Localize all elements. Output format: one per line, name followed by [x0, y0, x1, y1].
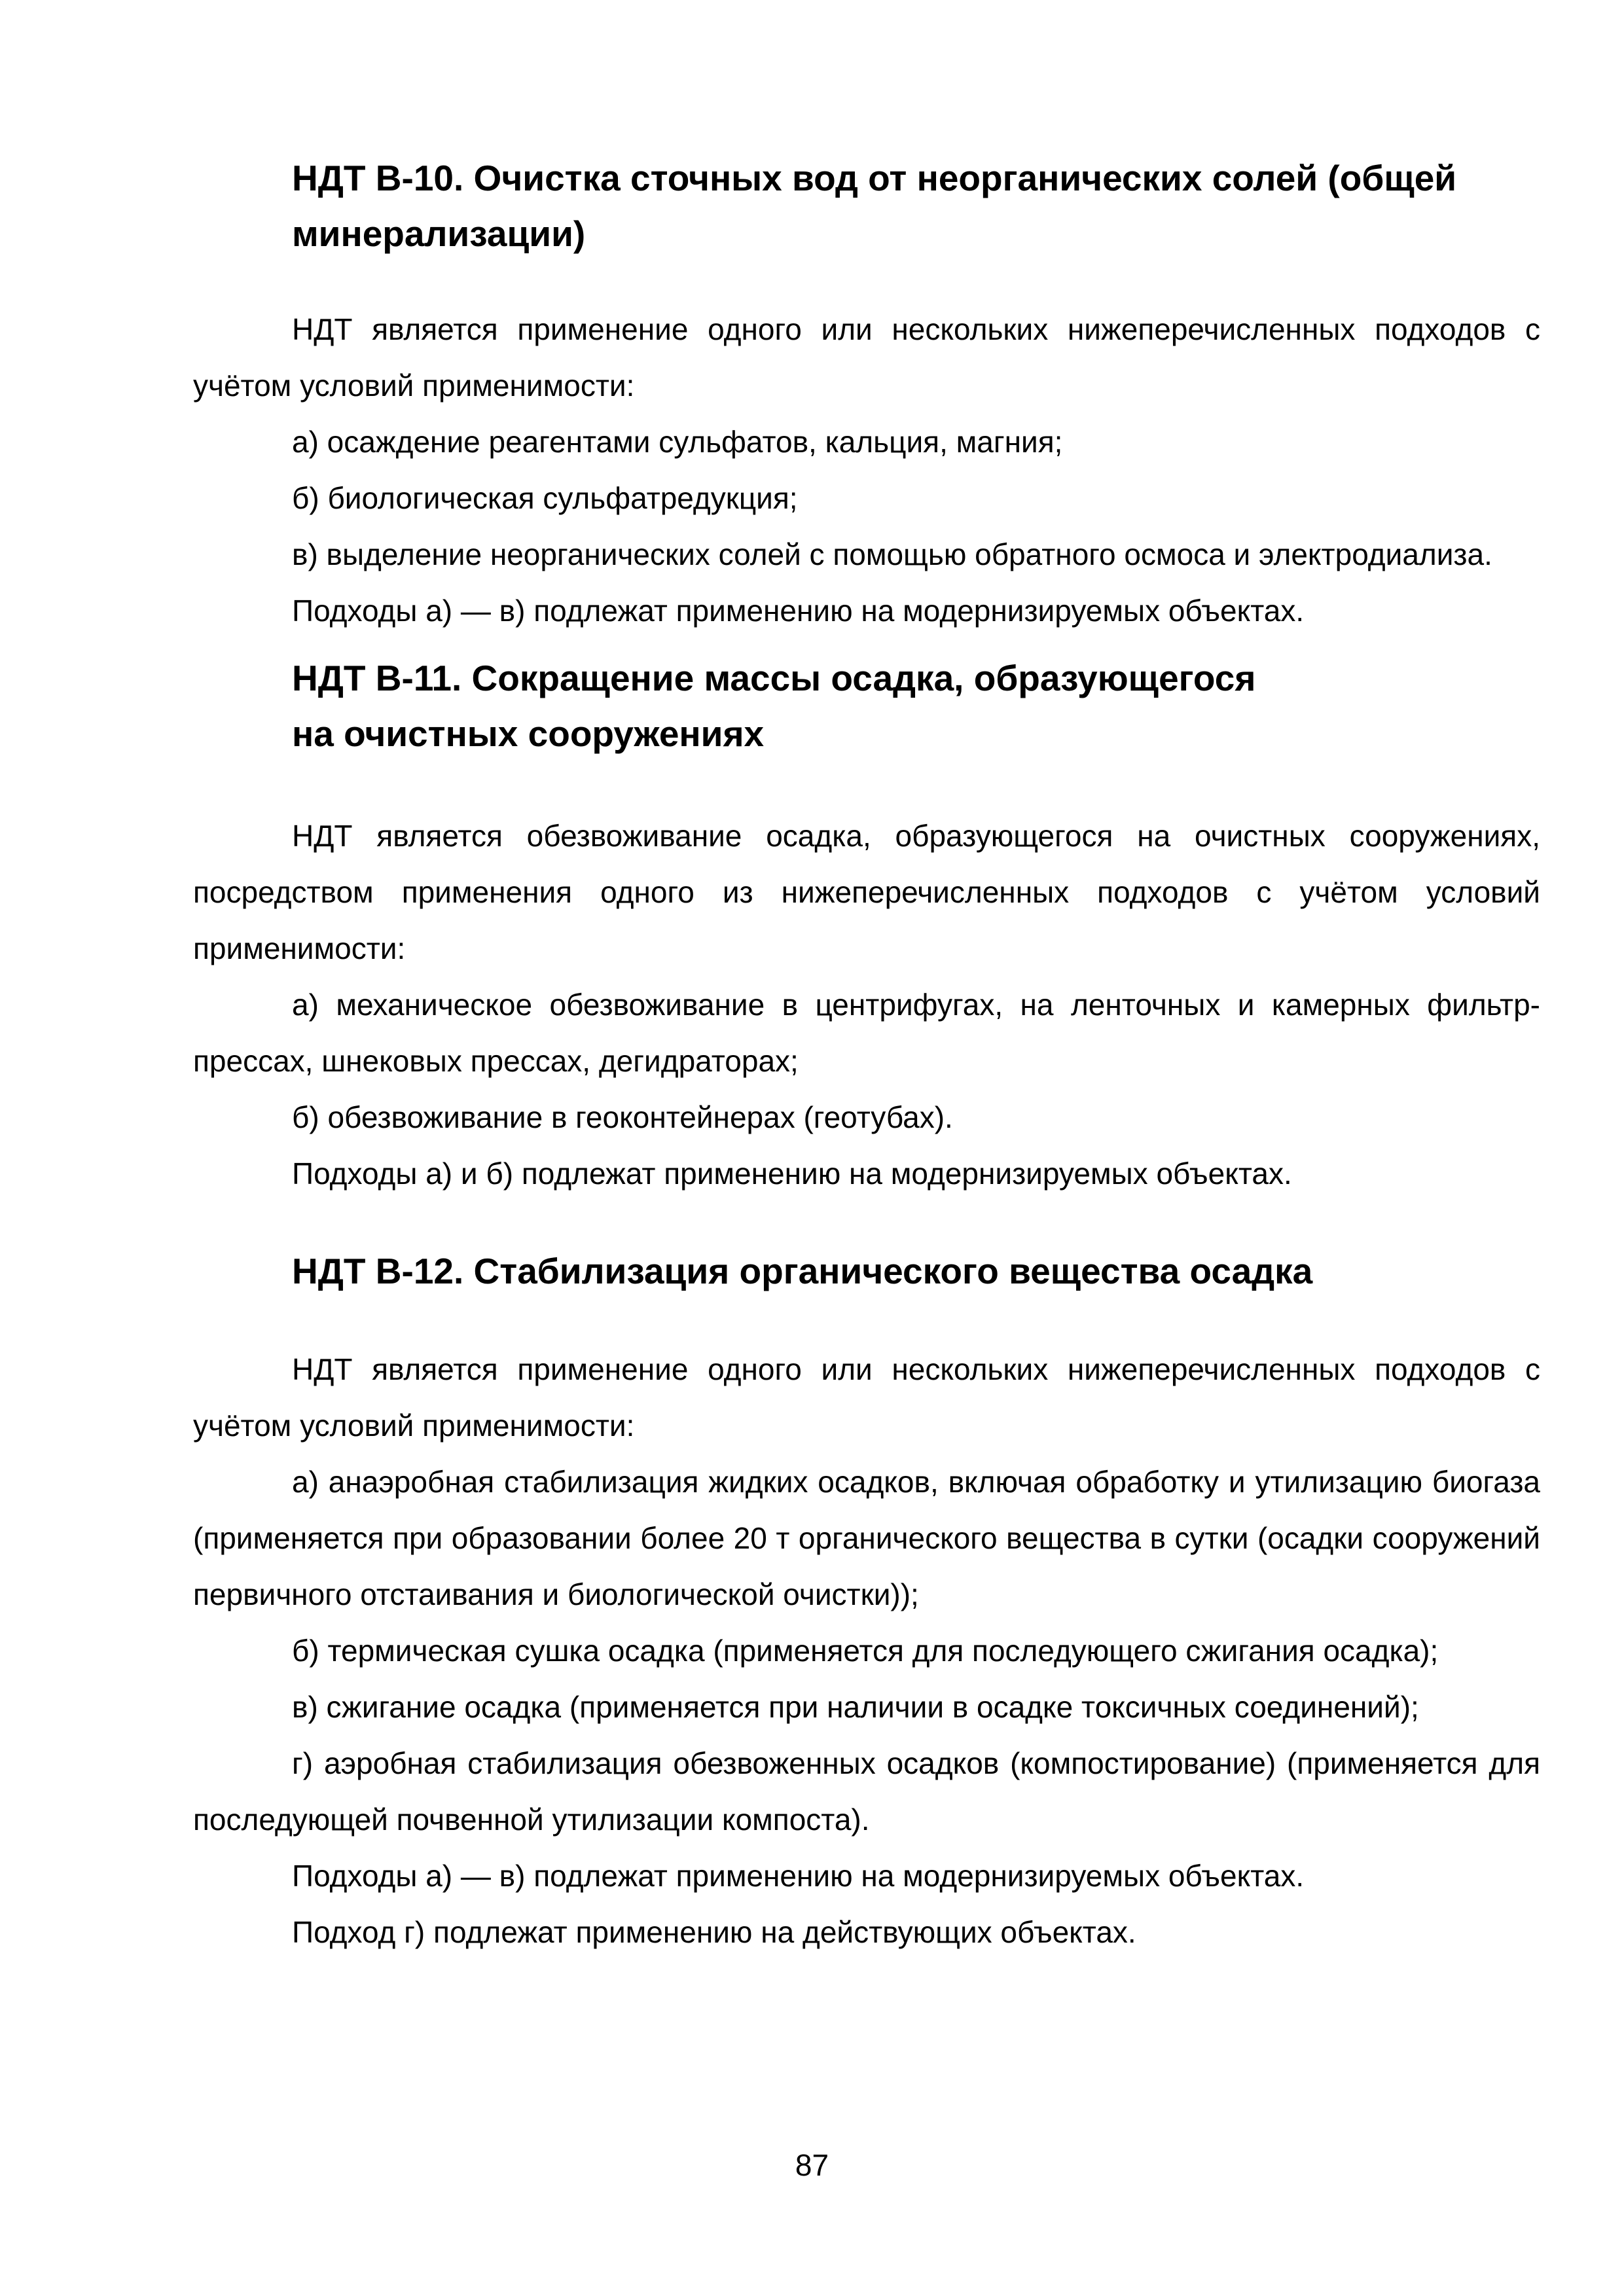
list-item: б) биологическая сульфатредукция; — [292, 481, 798, 515]
list-item: в) сжигание осадка (применяется при наличии в осадке токсичных соединений); — [292, 1690, 1419, 1724]
section-heading-ndt-v12 — [193, 1244, 1540, 1299]
list-item: а) осаждение реагентами сульфатов, кальция, магния; — [292, 425, 1063, 459]
heading-line: НДТ В-12. Стабилизация органического вещества осадка — [292, 1251, 1313, 1291]
list-item: в) выделение неорганических солей с помощью обратного осмоса и электродиализа. — [292, 537, 1492, 571]
list-item: а) анаэробная стабилизация жидких осадков, включая обработку и утилизацию биогаза (применяется при образовании более 20 т органического вещества в сутки (осадки сооружений первичного отстаивания и биологической очистки)); — [193, 1465, 1540, 1611]
paragraph: Подходы а) и б) подлежат применению на модернизируемых объектах. — [292, 1157, 1292, 1191]
list-item: а) механическое обезвоживание в центрифугах, на ленточных и камерных фильтр-прессах, шнековых прессах, дегидраторах; — [193, 988, 1540, 1078]
heading-line: НДТ В-10. Очистка сточных вод от неорганических солей (общей — [292, 158, 1457, 198]
list-item: б) термическая сушка осадка (применяется для последующего сжигания осадка); — [292, 1634, 1439, 1668]
heading-line: НДТ В-11. Сокращение массы осадка, образующегося — [292, 658, 1256, 698]
heading-line: минерализации) — [292, 213, 586, 254]
paragraph: НДТ является применение одного или нескольких нижеперечисленных подходов с учётом условий применимости: — [193, 312, 1540, 403]
heading-line: на очистных сооружениях — [292, 713, 765, 754]
page-content — [193, 151, 1540, 1960]
paragraph: Подходы а) — в) подлежат применению на модернизируемых объектах. — [292, 594, 1305, 628]
section-heading-ndt-v11 — [193, 651, 1540, 762]
paragraph: Подход г) подлежат применению на действующих объектах. — [292, 1915, 1136, 1949]
paragraph: НДТ является обезвоживание осадка, образующегося на очистных сооружениях, посредством применения одного из нижеперечисленных подходов с учётом условий применимости: — [193, 819, 1540, 965]
list-item: г) аэробная стабилизация обезвоженных осадков (компостирование) (применяется для последующей почвенной утилизации компоста). — [193, 1746, 1540, 1837]
page-number: 87 — [795, 2148, 829, 2182]
paragraph: Подходы а) — в) подлежат применению на модернизируемых объектах. — [292, 1859, 1305, 1893]
section-heading-ndt-v10 — [193, 151, 1540, 262]
list-item: б) обезвоживание в геоконтейнерах (геотубах). — [292, 1100, 953, 1134]
paragraph: НДТ является применение одного или нескольких нижеперечисленных подходов с учётом условий применимости: — [193, 1352, 1540, 1443]
